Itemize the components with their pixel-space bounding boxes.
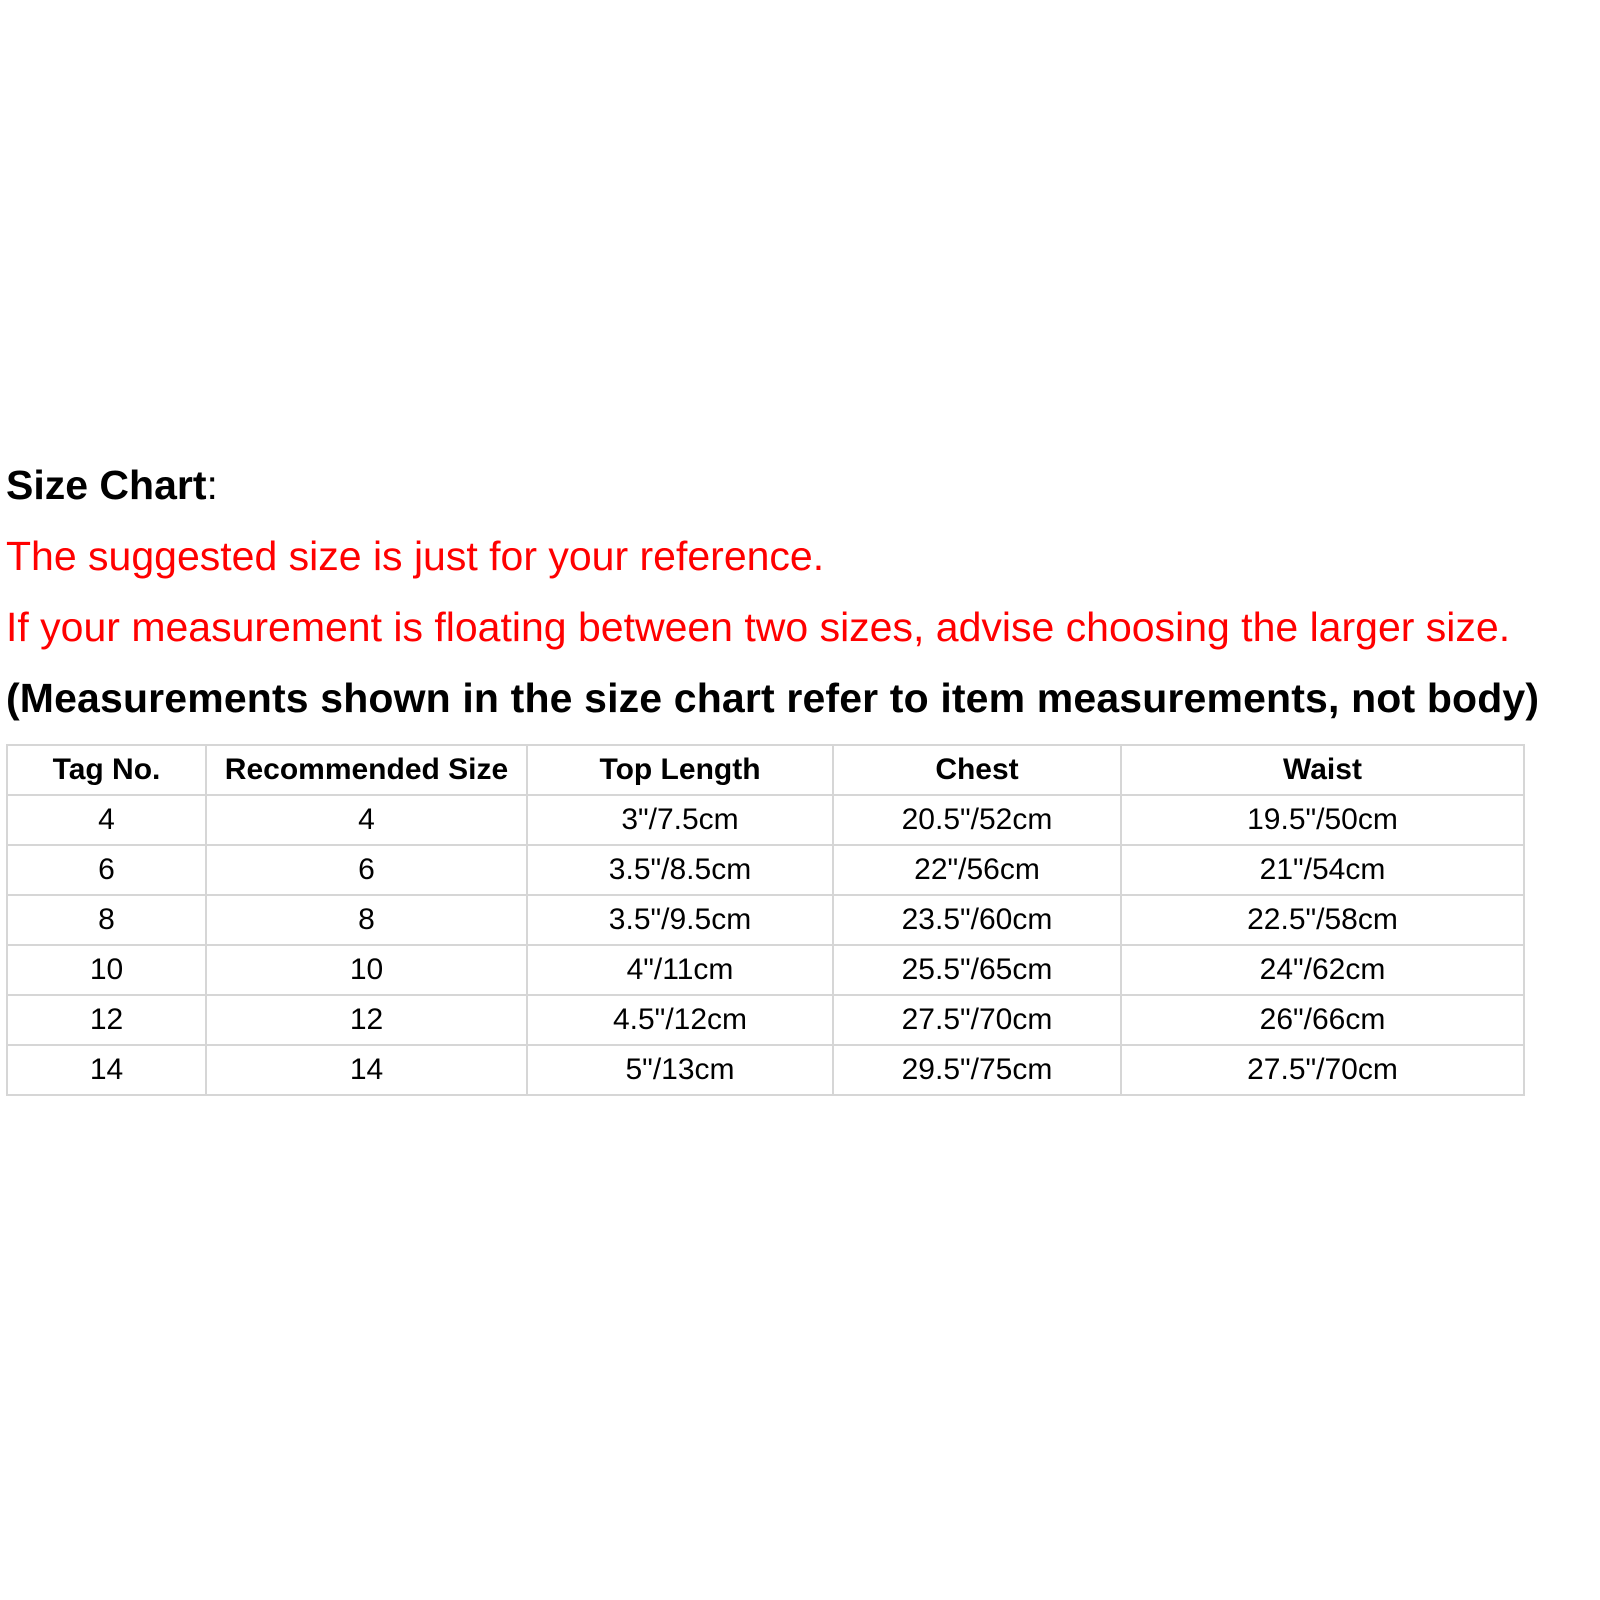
cell-chest: 25.5"/65cm — [833, 945, 1121, 995]
column-header-recommended-size: Recommended Size — [206, 745, 527, 795]
cell-chest: 22"/56cm — [833, 845, 1121, 895]
cell-chest: 20.5"/52cm — [833, 795, 1121, 845]
column-header-waist: Waist — [1121, 745, 1524, 795]
cell-top-length: 3.5"/8.5cm — [527, 845, 833, 895]
cell-tag-no: 10 — [7, 945, 206, 995]
table-row — [7, 945, 1524, 995]
cell-recommended-size: 6 — [206, 845, 527, 895]
reference-notice: The suggested size is just for your reference. — [6, 533, 825, 579]
column-header-chest: Chest — [833, 745, 1121, 795]
cell-waist: 24"/62cm — [1121, 945, 1524, 995]
measurement-note: (Measurements shown in the size chart refer to item measurements, not body) — [6, 675, 1540, 721]
cell-tag-no: 4 — [7, 795, 206, 845]
cell-waist: 19.5"/50cm — [1121, 795, 1524, 845]
size-table — [6, 744, 1525, 1096]
cell-waist: 26"/66cm — [1121, 995, 1524, 1045]
table-row — [7, 795, 1524, 845]
cell-top-length: 4.5"/12cm — [527, 995, 833, 1045]
column-header-top-length: Top Length — [527, 745, 833, 795]
title-colon: : — [206, 462, 218, 508]
cell-recommended-size: 14 — [206, 1045, 527, 1095]
table-row — [7, 1045, 1524, 1095]
size-chart-header — [6, 450, 1600, 734]
cell-waist: 27.5"/70cm — [1121, 1045, 1524, 1095]
column-header-tag-no: Tag No. — [7, 745, 206, 795]
larger-size-advice: If your measurement is floating between two sizes, advise choosing the larger size. — [6, 604, 1511, 650]
table-row — [7, 895, 1524, 945]
table-row — [7, 845, 1524, 895]
cell-waist: 22.5"/58cm — [1121, 895, 1524, 945]
size-table-body — [7, 795, 1524, 1095]
size-table-head — [7, 745, 1524, 795]
cell-recommended-size: 8 — [206, 895, 527, 945]
cell-waist: 21"/54cm — [1121, 845, 1524, 895]
cell-recommended-size: 4 — [206, 795, 527, 845]
cell-top-length: 3.5"/9.5cm — [527, 895, 833, 945]
cell-recommended-size: 12 — [206, 995, 527, 1045]
header-row — [7, 745, 1524, 795]
cell-top-length: 5"/13cm — [527, 1045, 833, 1095]
cell-chest: 27.5"/70cm — [833, 995, 1121, 1045]
cell-chest: 23.5"/60cm — [833, 895, 1121, 945]
cell-tag-no: 12 — [7, 995, 206, 1045]
cell-tag-no: 8 — [7, 895, 206, 945]
table-row — [7, 995, 1524, 1045]
cell-top-length: 4"/11cm — [527, 945, 833, 995]
title-bold-text: Size Chart — [6, 462, 207, 508]
page-title — [6, 450, 1600, 521]
cell-tag-no: 14 — [7, 1045, 206, 1095]
cell-recommended-size: 10 — [206, 945, 527, 995]
cell-chest: 29.5"/75cm — [833, 1045, 1121, 1095]
cell-top-length: 3"/7.5cm — [527, 795, 833, 845]
cell-tag-no: 6 — [7, 845, 206, 895]
